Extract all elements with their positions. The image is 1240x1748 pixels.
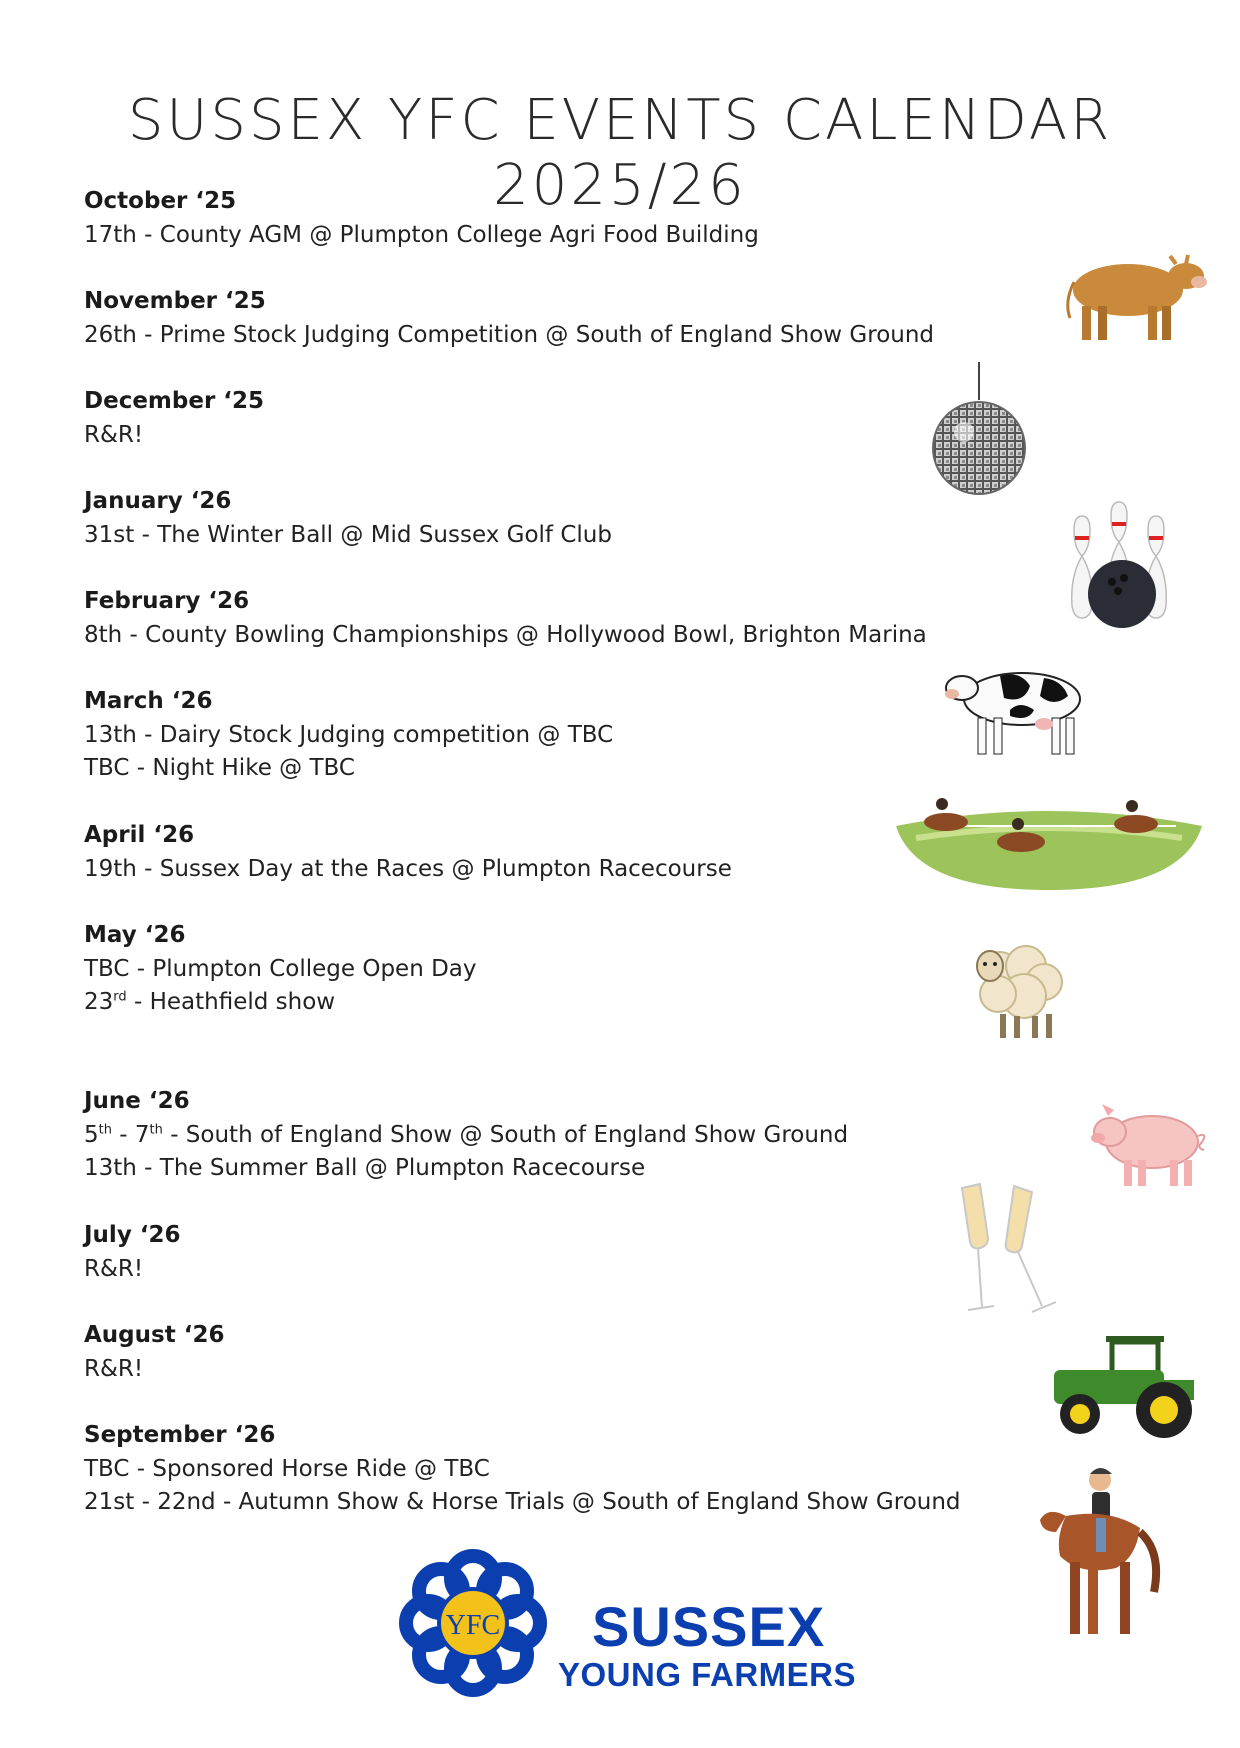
month-heading: December ‘25 [84,388,265,414]
dairy-cow-icon [940,654,1092,759]
event-line: 26th - Prime Stock Judging Competition @ South of England Show Ground [84,321,935,348]
event-text-part: - 7 [111,1121,150,1148]
event-line: 8th - County Bowling Championships @ Hollywood Bowl, Brighton Marina [84,621,927,648]
event-text-part: 5 [84,1121,99,1148]
event-line: 13th - Dairy Stock Judging competition @ TBC [84,721,614,748]
disco-ball-icon [928,362,1030,502]
month-heading: January ‘26 [84,488,232,514]
month-heading: September ‘26 [84,1422,276,1448]
yfc-emblem-logo [398,1548,548,1698]
event-line: 19th - Sussex Day at the Races @ Plumpton Racecourse [84,855,732,882]
bowling-icon [1062,496,1177,631]
month-heading: April ‘26 [84,822,195,848]
event-text-part: - South of England Show @ South of England Show Ground [162,1121,849,1148]
page-title: SUSSEX YFC EVENTS CALENDAR 2025/26 [127,88,1113,218]
event-line: R&R! [84,1255,144,1282]
event-text-part: 23 [84,989,114,1015]
event-text-part: th [98,1121,112,1137]
event-line: TBC - Plumpton College Open Day [84,955,477,982]
event-text-part: rd [113,989,127,1005]
event-line [84,1122,848,1148]
month-heading: June ‘26 [84,1088,190,1114]
month-heading: August ‘26 [84,1322,225,1348]
pig-icon [1088,1096,1208,1192]
event-text-part: th [149,1121,163,1137]
logo-line-1: SUSSEX [592,1595,826,1658]
event-line: 31st - The Winter Ball @ Mid Sussex Golf Club [84,521,612,548]
event-line: R&R! [84,421,144,448]
month-heading: July ‘26 [84,1222,181,1248]
event-line: R&R! [84,1355,144,1382]
horse-race-icon [896,786,1202,890]
month-heading: October ‘25 [84,188,237,214]
champagne-icon [952,1180,1072,1318]
month-heading: November ‘25 [84,288,266,314]
event-text-part: - Heathfield show [126,989,336,1015]
logo-line-2: YOUNG FARMERS [558,1656,857,1693]
horse-rider-icon [1030,1462,1166,1642]
event-line [84,989,335,1015]
month-heading: March ‘26 [84,688,213,714]
event-line: TBC - Night Hike @ TBC [84,755,355,781]
brown-cow-icon [1058,240,1218,345]
event-line: 13th - The Summer Ball @ Plumpton Racecourse [84,1155,646,1181]
event-line: 21st - 22nd - Autumn Show & Horse Trials @ South of England Show Ground [84,1489,961,1515]
event-line: 17th - County AGM @ Plumpton College Agri Food Building [84,221,759,248]
tractor-icon [1046,1326,1206,1446]
sheep-icon [960,926,1075,1044]
month-heading: February ‘26 [84,588,250,614]
event-line: TBC - Sponsored Horse Ride @ TBC [84,1455,490,1482]
emblem-letters: YFC [445,1610,501,1641]
month-heading: May ‘26 [84,922,186,948]
